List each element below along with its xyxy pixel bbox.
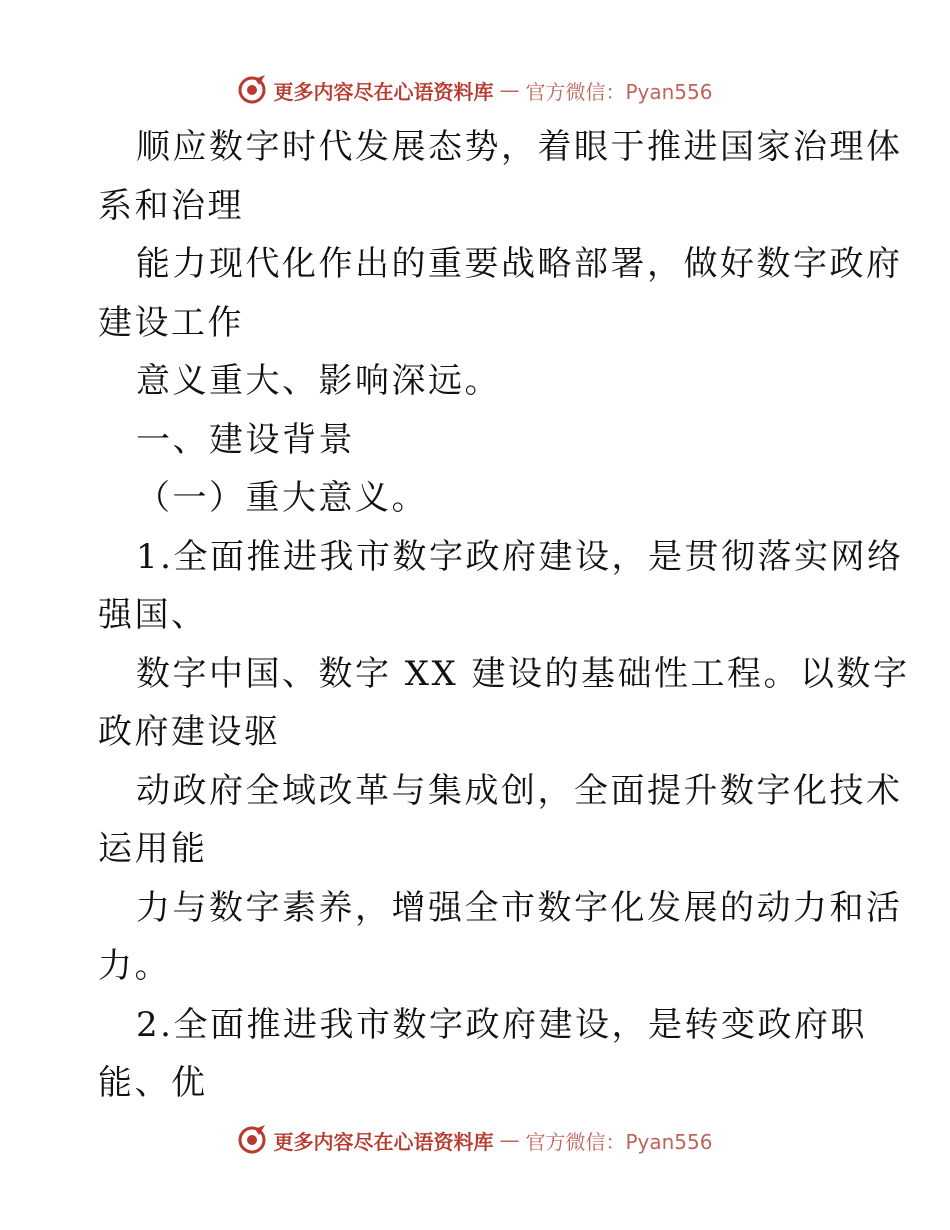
body-line: 2.全面推进我市数字政府建设，是转变政府职 xyxy=(136,1004,867,1045)
body-line: 运用能 xyxy=(98,829,208,869)
body-line: 系和治理 xyxy=(98,185,244,226)
subsection-heading: （一）重大意义。 xyxy=(136,478,428,518)
brush-logo-icon xyxy=(237,75,267,105)
body-line: 建设工作 xyxy=(98,302,244,343)
body-line: 政府建设驱 xyxy=(98,712,281,752)
header-watermark xyxy=(0,70,950,110)
body-line: 1.全面推进我市数字政府建设，是贯彻落实网络 xyxy=(136,536,904,577)
body-line: 能力现代化作出的重要战略部署，做好数字政府 xyxy=(136,244,903,284)
body-line: 顺应数字时代发展态势，着眼于推进国家治理体 xyxy=(136,127,903,167)
watermark-site-text: 更多内容尽在心语资料库 xyxy=(273,1129,494,1154)
watermark-wechat-text: 官方微信：Pyan556 xyxy=(525,1129,713,1154)
watermark-wechat-text: 官方微信：Pyan556 xyxy=(525,79,713,104)
footer-watermark xyxy=(0,1120,950,1160)
watermark-separator: — xyxy=(499,78,520,102)
body-line: 强国、 xyxy=(98,595,208,635)
body-line: 数字中国、数字 XX 建设的基础性工程。以数字 xyxy=(136,653,910,694)
body-line: 意义重大、影响深远。 xyxy=(136,361,501,401)
body-line: 力。 xyxy=(98,946,171,986)
body-line: 能、优 xyxy=(98,1063,208,1103)
document-body xyxy=(98,118,910,1113)
body-line: 力与数字素养，增强全市数字化发展的动力和活 xyxy=(136,887,903,928)
section-heading: 一、建设背景 xyxy=(136,419,355,460)
body-line: 动政府全域改革与集成创，全面提升数字化技术 xyxy=(136,770,903,811)
watermark-separator: — xyxy=(499,1128,520,1152)
watermark-site-text: 更多内容尽在心语资料库 xyxy=(273,79,494,104)
brush-logo-icon xyxy=(237,1125,267,1155)
